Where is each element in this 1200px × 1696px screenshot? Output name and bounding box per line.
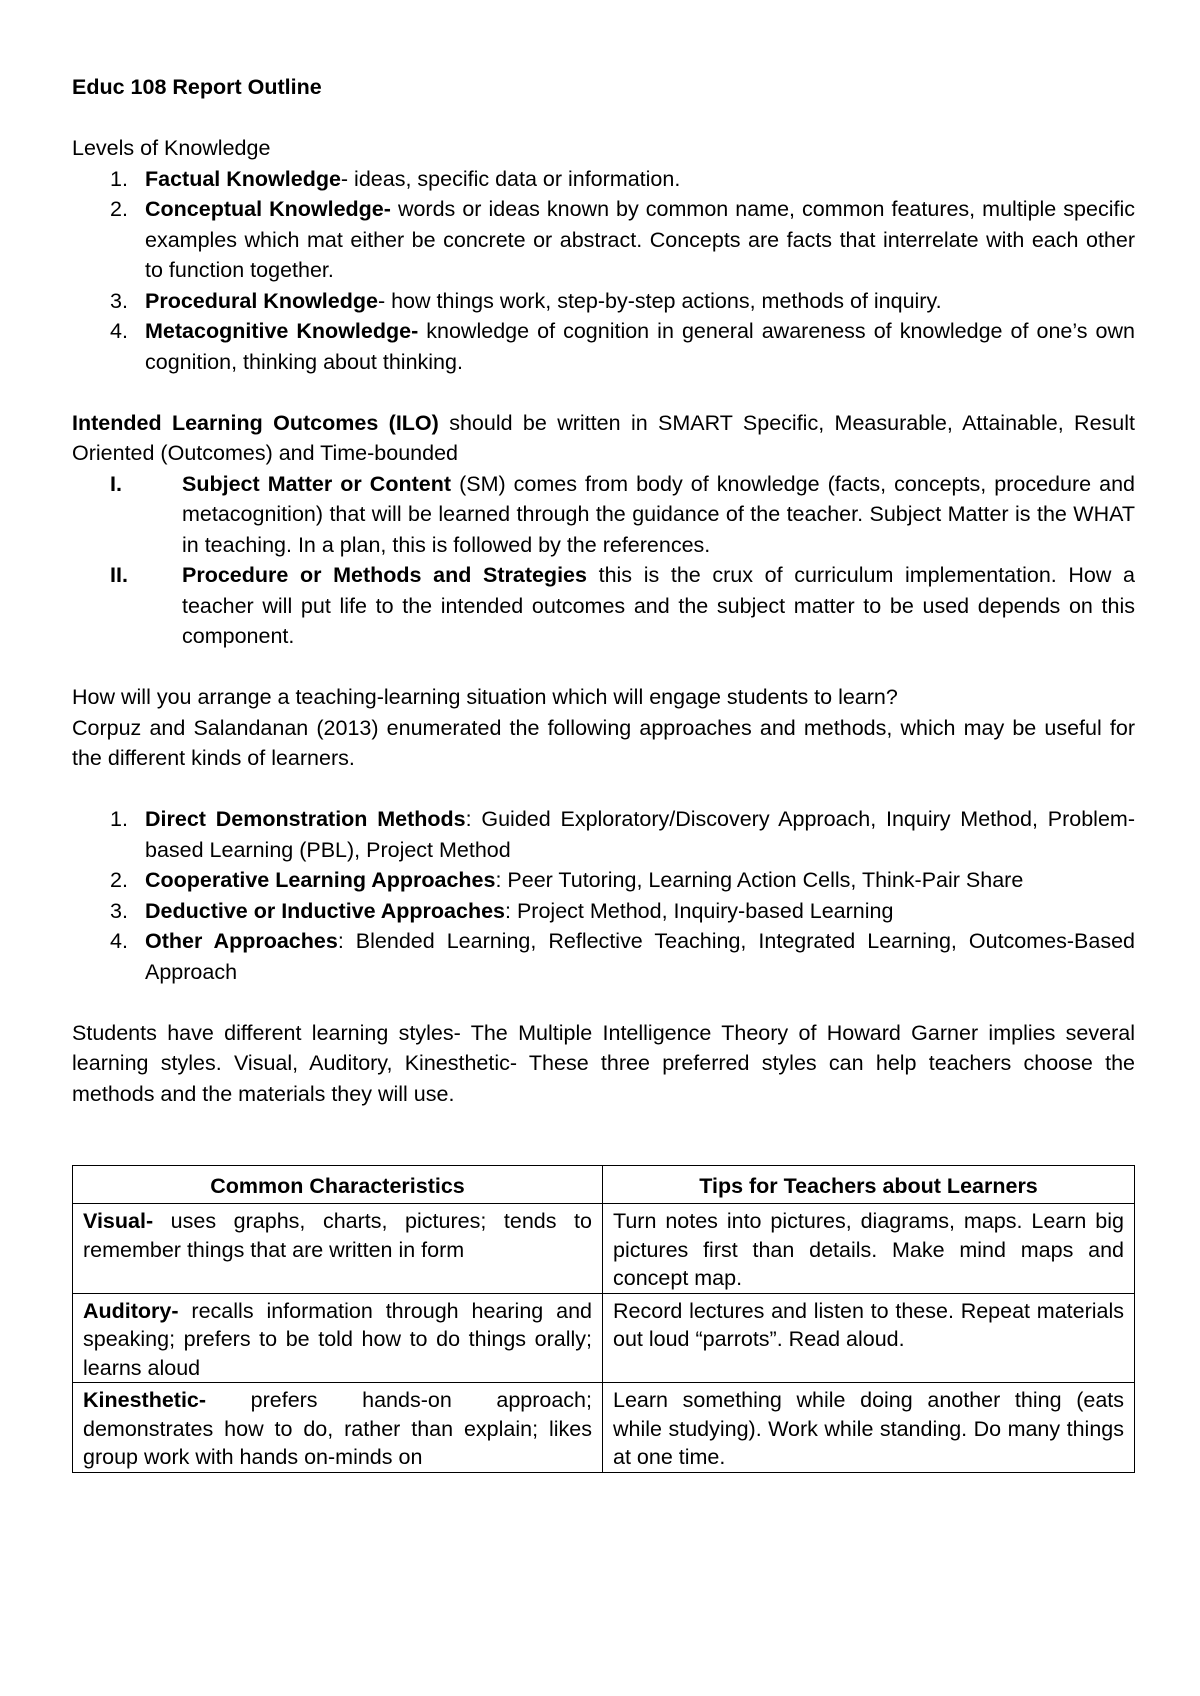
table-cell: Record lectures and listen to these. Repeat materials out loud “parrots”. Read aloud.: [603, 1293, 1135, 1383]
table-header: Common Characteristics: [73, 1166, 603, 1204]
table-row: [73, 1204, 1135, 1294]
list-item: I. Subject Matter or Content (SM) comes from body of knowledge (facts, concepts, procedure and metacognition) that will be learned through the guidance of the teacher. Subject Matter is the WHAT in teaching. In a plan, this is followed by the references.: [110, 471, 1135, 557]
list-item: 2. Cooperative Learning Approaches: Peer Tutoring, Learning Action Cells, Think-Pair Share: [110, 868, 1024, 892]
list-item: 1. Direct Demonstration Methods: Guided Exploratory/Discovery Approach, Inquiry Method, Problem-based Learning (PBL), Project Method: [110, 807, 1135, 862]
table-cell: Kinesthetic- prefers hands-on approach; demonstrates how to do, rather than explain; likes group work with hands on-minds on: [73, 1383, 603, 1473]
table-cell: Turn notes into pictures, diagrams, maps. Learn big pictures first than details. Make mind maps and concept map.: [603, 1204, 1135, 1294]
ilo-list: [72, 469, 1135, 652]
corpuz-paragraph: Corpuz and Salandanan (2013) enumerated the following approaches and methods, which may be useful for the different kinds of learners.: [72, 715, 1135, 770]
list-item: 4. Metacognitive Knowledge- knowledge of cognition in general awareness of knowledge of one’s own cognition, thinking about thinking.: [110, 319, 1135, 374]
list-item: 1. Factual Knowledge- ideas, specific data or information.: [110, 166, 681, 191]
table-header: Tips for Teachers about Learners: [603, 1166, 1135, 1204]
list-item: II. Procedure or Methods and Strategies this is the crux of curriculum implementation. How a teacher will put life to the intended outcomes and the subject matter to be used depends on this component.: [110, 563, 1136, 648]
list-item: 2. Conceptual Knowledge- words or ideas known by common name, common features, multiple specific examples which mat either be concrete or abstract. Concepts are facts that interrelate with each other to function together.: [110, 197, 1135, 282]
ilo-paragraph: Intended Learning Outcomes (ILO) should be written in SMART Specific, Measurable, Attainable, Result Oriented (Outcomes) and Time-bounded: [72, 410, 1135, 465]
list-item: 3. Procedural Knowledge- how things work, step-by-step actions, methods of inquiry.: [110, 288, 942, 313]
table-row: [73, 1383, 1135, 1473]
learning-styles-paragraph: Students have different learning styles- The Multiple Intelligence Theory of Howard Garner implies several learning styles. Visual, Auditory, Kinesthetic- These three preferred styles can help teachers choose the methods and the materials they will use.: [72, 1020, 1135, 1106]
approaches-list: [72, 804, 1135, 987]
table-cell: Auditory- recalls information through hearing and speaking; prefers to be told how to do things orally; learns aloud: [73, 1293, 603, 1383]
levels-heading: Levels of Knowledge: [72, 136, 271, 160]
document-page: [72, 72, 1135, 1473]
learning-styles-table: [72, 1165, 1135, 1473]
list-item: 3. Deductive or Inductive Approaches: Project Method, Inquiry-based Learning: [110, 898, 894, 923]
table-header-row: [73, 1166, 1135, 1204]
table-row: [73, 1293, 1135, 1383]
table-cell: Learn something while doing another thing (eats while studying). Work while standing. Do many things at one time.: [603, 1383, 1135, 1473]
levels-list: [72, 164, 1135, 378]
table-cell: Visual- uses graphs, charts, pictures; tends to remember things that are written in form: [73, 1204, 603, 1294]
question-paragraph: How will you arrange a teaching-learning situation which will engage students to learn?: [72, 685, 898, 709]
list-item: 4. Other Approaches: Blended Learning, Reflective Teaching, Integrated Learning, Outcomes-Based Approach: [110, 929, 1135, 984]
document-title: Educ 108 Report Outline: [72, 75, 322, 99]
